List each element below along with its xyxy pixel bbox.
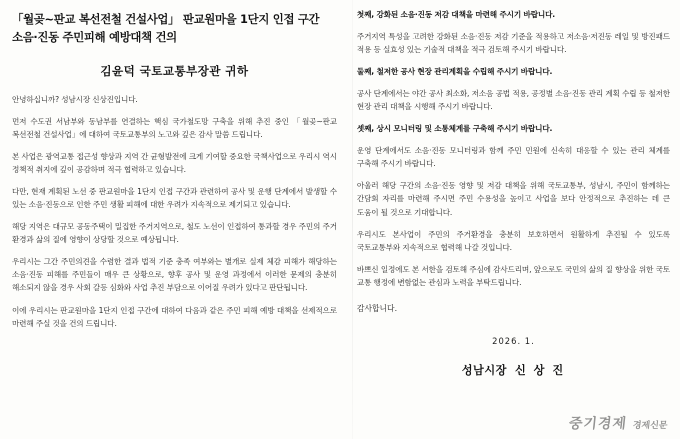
watermark-main: 중기경제 — [568, 416, 629, 432]
paragraph: 셋째, 상시 모니터링 및 소통체계를 구축해 주시기 바랍니다. — [356, 124, 553, 134]
paragraph: 공사 단계에서는 야간 공사 최소화, 저소음 공법 적용, 공정별 소음·진동 관리 계획 수립 등 철저한 현장 관리 대책을 시행해 주시기 바랍니다. — [356, 89, 670, 112]
paragraph: 본 사업은 광역교통 접근성 향상과 지역 간 균형발전에 크게 기여할 중요한 국책사업으로 우리시 역시 정책적 취지에 깊이 공감하며 적극 협력하고 있습니다. — [12, 152, 337, 175]
paragraph: 다만, 현재 계획된 노선 중 판교원마을 1단지 인접 구간과 관련하여 공사 및 운행 단계에서 발생할 수 있는 소음·진동으로 인한 주민 생활 피해에 대한 우려가 지속적으로 제기되고 있습니다. — [12, 187, 337, 210]
addressee-line: 김윤덕 국토교통부장관 귀하 — [100, 63, 249, 78]
signature-block — [357, 362, 670, 378]
signature-name: 신 상 진 — [514, 363, 566, 377]
paragraph: 우리시는 그간 주민의견을 수렴한 결과 법적 기준 충족 여부와는 별개로 실제 체감 피해가 해당하는 소음·진동 피해를 주민들이 매우 큰 상황으로, 향후 공사 및 운영 과정에서 이러한 문제의 충분히 해소되지 않을 경우 사회 갈등 심화와 사업 추진 부담으로 이어질 우려가 있다고 판단됩니다. — [12, 257, 337, 293]
paragraph: 운영 단계에서도 소음·진동 모니터링과 함께 주민 민원에 신속히 대응할 수 있는 관리 체계를 구축해 주시기 바랍니다. — [356, 146, 670, 169]
paragraph: 먼저 수도권 서남부와 동남부를 연결하는 핵심 국가철도망 구축을 위해 추진 중인 「월곶~판교 복선전철 건설사업」에 대하여 국토교통부의 노고와 깊은 감사 말씀 드립니다. — [12, 116, 337, 140]
paragraph: 아울러 해당 구간의 소음·진동 영향 및 저감 대책을 위해 국토교통부, 성남시, 주민이 함께하는 간담회 자리를 마련해 주시면 주민 수용성을 높이고 사업을 보다 안정적으로 추진하는 데 큰 도움이 될 것으로 기대합니다. — [356, 181, 670, 217]
date-line: 2026. 1. — [492, 335, 535, 346]
paragraph: 첫째, 강화된 소음·진동 저감 대책을 마련해 주시기 바랍니다. — [356, 10, 556, 19]
watermark-sub: 경제신문 — [632, 421, 669, 431]
watermark — [568, 413, 669, 433]
page-title: 「월곶~판교 복선전철 건설사업」 판교원마을 1단지 인접 구간 소음·진동 주민피해 예방대책 건의 — [12, 12, 320, 45]
paragraph: 우리시도 본사업이 주민의 주거환경을 충분히 보호하면서 원활하게 추진될 수 있도록 국토교통부와 지속적으로 협력해 나갈 것입니다. — [356, 229, 670, 252]
paragraph: 바쁘신 일정에도 본 서한을 검토해 주심에 감사드리며, 앞으로도 국민의 삶의 질 향상을 위한 국토 교통 행정에 변함없는 관심과 노력을 부탁드립니다. — [356, 264, 670, 287]
paragraph: 해당 지역은 대규모 공동주택이 밀집한 주거지역으로, 철도 노선이 인접하여 통과할 경우 주민의 주거 환경과 삶의 질에 영향이 상당할 것으로 예상됩니다. — [12, 222, 337, 245]
paragraph: 주거지역 특성을 고려한 강화된 소음·진동 저감 기준을 적용하고 저소음·저진동 레일 및 방진패드 적용 등 실효성 있는 기술적 대책을 적극 검토해 주시기 바랍니다. — [356, 32, 670, 55]
paragraph: 안녕하십니까? 성남시장 신상진입니다. — [12, 94, 138, 104]
right-column — [351, 8, 670, 433]
left-column — [12, 8, 351, 433]
closing-line: 감사합니다. — [356, 303, 398, 313]
paragraph: 이에 우리시는 판교원마을 1단지 인접 구간에 대하여 다음과 같은 주민 피해 예방 대책을 선제적으로 마련해 주실 것을 건의 드립니다. — [12, 305, 337, 328]
signature-role: 성남시장 — [461, 363, 507, 377]
paragraph: 둘째, 철저한 공사 현장 관리계획을 수립해 주시기 바랍니다. — [356, 67, 553, 77]
